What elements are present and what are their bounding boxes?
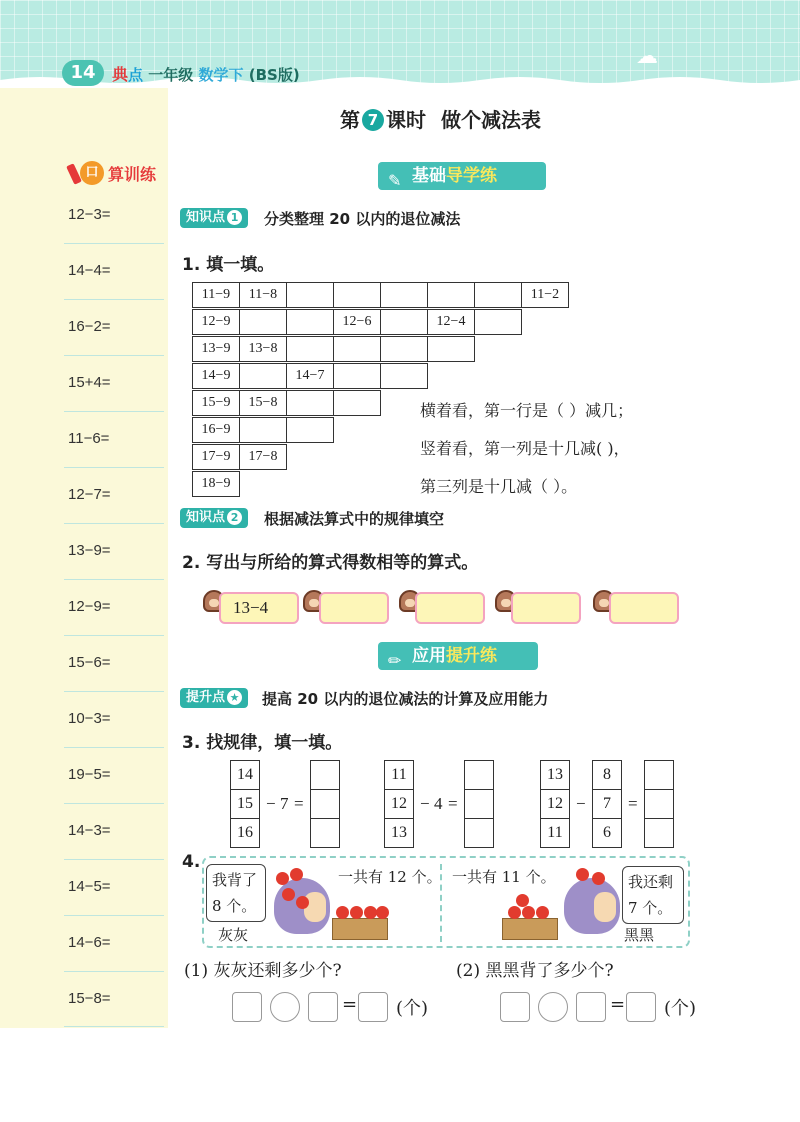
table-cell[interactable] bbox=[427, 282, 475, 308]
oral-divider bbox=[64, 971, 164, 972]
apple-icon bbox=[592, 872, 605, 885]
banner-label-a: 基础 bbox=[412, 166, 446, 186]
table-cell[interactable] bbox=[286, 336, 334, 362]
table-cell[interactable] bbox=[286, 282, 334, 308]
pattern-cell: 11 bbox=[384, 760, 414, 790]
lesson-prefix: 第 bbox=[340, 108, 360, 132]
table-cell[interactable] bbox=[286, 309, 334, 335]
fill-line-3: 第三列是十几减（ ）。 bbox=[420, 477, 578, 496]
table-cell[interactable] bbox=[239, 363, 287, 389]
answer-cell[interactable] bbox=[644, 818, 674, 848]
oral-item: 13−9= bbox=[68, 542, 111, 559]
speech-bubble-left bbox=[206, 864, 266, 922]
answer-cell[interactable] bbox=[644, 789, 674, 819]
table-cell[interactable] bbox=[474, 309, 522, 335]
compass-icon: ✎ bbox=[388, 171, 402, 190]
answer-box[interactable] bbox=[358, 992, 388, 1022]
ruler-icon: ✏ bbox=[388, 651, 402, 670]
sub-question-1: (1) 灰灰还剩多少个? bbox=[184, 961, 342, 981]
lesson-suffix: 课时 bbox=[386, 108, 426, 132]
table-cell: 12−4 bbox=[427, 309, 475, 335]
table-cell[interactable] bbox=[239, 417, 287, 443]
oral-title-text: 算训练 bbox=[108, 165, 157, 184]
table-cell: 11−8 bbox=[239, 282, 287, 308]
minus-sign: − bbox=[420, 794, 430, 813]
hedgehog-heihei bbox=[564, 878, 620, 934]
answer-cell[interactable] bbox=[310, 818, 340, 848]
table-cell: 17−8 bbox=[239, 444, 287, 470]
right-name: 黑黑 bbox=[624, 926, 655, 944]
left-name: 灰灰 bbox=[218, 926, 249, 944]
banner-label-a: 应用 bbox=[412, 646, 446, 666]
oral-divider bbox=[64, 803, 164, 804]
apple-icon bbox=[350, 906, 363, 919]
answer-box[interactable] bbox=[576, 992, 606, 1022]
tag-number: 2 bbox=[227, 510, 242, 525]
apple-icon bbox=[536, 906, 549, 919]
table-cell: 12−6 bbox=[333, 309, 381, 335]
oral-divider bbox=[64, 859, 164, 860]
answer-box[interactable] bbox=[609, 592, 679, 624]
mouth-icon: 口 bbox=[80, 161, 104, 185]
oral-item: 14−5= bbox=[68, 878, 111, 895]
question-title: 1. 填一填。 bbox=[182, 255, 275, 275]
oral-divider bbox=[64, 691, 164, 692]
knowledge-tag bbox=[180, 508, 248, 528]
oral-item: 15−8= bbox=[68, 990, 111, 1007]
pattern-cell: 8 bbox=[592, 760, 622, 790]
pattern-cell: 12 bbox=[540, 789, 570, 819]
speech-bubble-right bbox=[622, 866, 684, 924]
cloud-icon: ☁ bbox=[636, 44, 658, 69]
equal-sign: = bbox=[294, 794, 304, 813]
bubble-line: 8 个。 bbox=[212, 897, 257, 915]
equal-expressions-row bbox=[203, 590, 683, 624]
star-icon: ★ bbox=[227, 690, 242, 705]
apple-crate bbox=[502, 918, 558, 940]
apple-icon bbox=[282, 888, 295, 901]
table-cell: 16−9 bbox=[192, 417, 240, 443]
apple-icon bbox=[290, 868, 303, 881]
banner-label-b: 提升练 bbox=[446, 646, 497, 666]
apple-icon bbox=[516, 894, 529, 907]
apple-icon bbox=[276, 872, 289, 885]
lesson-title bbox=[340, 104, 541, 133]
fill-line-1: 横着看，第一行是（ ）减几； bbox=[420, 401, 634, 420]
answer-cell[interactable] bbox=[464, 789, 494, 819]
answer-cell[interactable] bbox=[310, 760, 340, 790]
oral-item: 12−7= bbox=[68, 486, 111, 503]
table-cell: 13−9 bbox=[192, 336, 240, 362]
oral-item: 15+4= bbox=[68, 374, 111, 391]
answer-box[interactable] bbox=[232, 992, 262, 1022]
apple-icon bbox=[508, 906, 521, 919]
table-cell[interactable] bbox=[333, 363, 381, 389]
knowledge-text: 根据减法算式中的规律填空 bbox=[264, 510, 445, 528]
pattern-cell: 16 bbox=[230, 818, 260, 848]
oral-divider bbox=[64, 355, 164, 356]
tag-number: 1 bbox=[227, 210, 242, 225]
apple-crate bbox=[332, 918, 388, 940]
bubble-line: 我背了 bbox=[212, 871, 258, 889]
apple-icon bbox=[296, 896, 309, 909]
equal-sign: = bbox=[610, 994, 626, 1015]
knowledge-text: 提高 20 以内的退位减法的计算及应用能力 bbox=[262, 690, 549, 708]
oral-item: 14−6= bbox=[68, 934, 111, 951]
answer-cell[interactable] bbox=[464, 818, 494, 848]
answer-box[interactable] bbox=[626, 992, 656, 1022]
oral-item: 15−6= bbox=[68, 654, 111, 671]
table-cell: 11−2 bbox=[521, 282, 569, 308]
table-cell[interactable] bbox=[474, 282, 522, 308]
answer-box[interactable] bbox=[415, 592, 485, 624]
given-expression: 13−4 bbox=[219, 592, 299, 624]
pattern-cell: 13 bbox=[384, 818, 414, 848]
answer-box[interactable] bbox=[308, 992, 338, 1022]
table-cell[interactable] bbox=[380, 309, 428, 335]
grade-label: 一年级 bbox=[148, 66, 194, 84]
apple-icon bbox=[336, 906, 349, 919]
apple-icon bbox=[576, 868, 589, 881]
pattern-cell: 12 bbox=[384, 789, 414, 819]
apple-icon bbox=[522, 906, 535, 919]
bubble-line: 我还剩 bbox=[628, 873, 674, 891]
equal-sign: = bbox=[628, 794, 638, 813]
tag-label: 知识点 bbox=[186, 510, 226, 525]
table-cell: 13−8 bbox=[239, 336, 287, 362]
table-cell: 15−9 bbox=[192, 390, 240, 416]
page-number: 14 bbox=[62, 60, 104, 86]
oral-item: 14−4= bbox=[68, 262, 111, 279]
question-number: 4. bbox=[182, 852, 201, 872]
table-cell[interactable] bbox=[239, 309, 287, 335]
oral-divider bbox=[64, 1026, 164, 1027]
table-cell[interactable] bbox=[286, 417, 334, 443]
answer-cell[interactable] bbox=[464, 760, 494, 790]
table-cell: 14−9 bbox=[192, 363, 240, 389]
pattern-cell: 7 bbox=[592, 789, 622, 819]
table-cell: 11−9 bbox=[192, 282, 240, 308]
pattern-cell: 11 bbox=[540, 818, 570, 848]
table-cell[interactable] bbox=[333, 336, 381, 362]
oral-divider bbox=[64, 747, 164, 748]
oral-divider bbox=[64, 243, 164, 244]
unit-label: (个) bbox=[664, 998, 697, 1019]
pattern-cell: 6 bbox=[592, 818, 622, 848]
oral-item: 12−9= bbox=[68, 598, 111, 615]
bubble-line: 7 个。 bbox=[628, 899, 673, 917]
banner-label-b: 导学练 bbox=[446, 166, 497, 186]
lesson-number: 7 bbox=[362, 109, 384, 131]
table-cell[interactable] bbox=[333, 390, 381, 416]
table-cell: 12−9 bbox=[192, 309, 240, 335]
oral-item: 16−2= bbox=[68, 318, 111, 335]
table-cell: 14−7 bbox=[286, 363, 334, 389]
question-title: 3. 找规律，填一填。 bbox=[182, 733, 343, 753]
table-cell[interactable] bbox=[286, 390, 334, 416]
subtrahend: 7 bbox=[280, 794, 289, 813]
apple-icon bbox=[376, 906, 389, 919]
tag-label: 提升点 bbox=[186, 690, 226, 705]
oral-divider bbox=[64, 579, 164, 580]
oral-item: 12−3= bbox=[68, 206, 111, 223]
pattern-cell: 14 bbox=[230, 760, 260, 790]
improvement-tag bbox=[180, 688, 248, 708]
fill-line-2: 竖着看，第一列是十几减( )， bbox=[420, 439, 630, 458]
answer-cell[interactable] bbox=[310, 789, 340, 819]
brand-char-b: 点 bbox=[128, 66, 144, 84]
oral-item: 11−6= bbox=[68, 430, 110, 447]
question-title: 2. 写出与所给的算式得数相等的算式。 bbox=[182, 553, 479, 573]
knowledge-text: 分类整理 20 以内的退位减法 bbox=[264, 210, 461, 228]
hedgehog-scene bbox=[202, 856, 690, 948]
oral-divider bbox=[64, 467, 164, 468]
sub-question-2: (2) 黑黑背了多少个? bbox=[456, 961, 614, 981]
answer-box[interactable] bbox=[500, 992, 530, 1022]
equal-sign: = bbox=[342, 994, 358, 1015]
table-cell: 18−9 bbox=[192, 471, 240, 497]
table-cell[interactable] bbox=[333, 282, 381, 308]
table-cell: 15−8 bbox=[239, 390, 287, 416]
minus-sign: − bbox=[576, 794, 586, 813]
oral-divider bbox=[64, 635, 164, 636]
knowledge-tag bbox=[180, 208, 248, 228]
unit-label: (个) bbox=[396, 998, 429, 1019]
table-cell: 17−9 bbox=[192, 444, 240, 470]
pattern-cell: 13 bbox=[540, 760, 570, 790]
minus-sign: − bbox=[266, 794, 276, 813]
oral-divider bbox=[64, 299, 164, 300]
section-banner-basic bbox=[378, 162, 546, 190]
oral-item: 14−3= bbox=[68, 822, 111, 839]
edition-label: (BS版) bbox=[248, 66, 300, 84]
subject-label: 数学下 bbox=[198, 66, 244, 84]
equal-sign: = bbox=[448, 794, 458, 813]
subtrahend: 4 bbox=[434, 794, 443, 813]
table-cell[interactable] bbox=[380, 336, 428, 362]
lesson-name: 做个减法表 bbox=[440, 108, 541, 132]
oral-training-title bbox=[70, 160, 170, 186]
operator-circle[interactable] bbox=[270, 992, 300, 1022]
table-cell[interactable] bbox=[427, 336, 475, 362]
answer-box[interactable] bbox=[319, 592, 389, 624]
oral-item: 10−3= bbox=[68, 710, 111, 727]
tag-label: 知识点 bbox=[186, 210, 226, 225]
oral-item: 19−5= bbox=[68, 766, 111, 783]
table-cell[interactable] bbox=[380, 363, 428, 389]
oral-divider bbox=[64, 523, 164, 524]
oral-divider bbox=[64, 411, 164, 412]
brand-char-a: 典 bbox=[112, 65, 129, 84]
oral-divider bbox=[64, 915, 164, 916]
answer-cell[interactable] bbox=[644, 760, 674, 790]
right-total-text: 一共有 11 个。 bbox=[452, 868, 556, 886]
operator-circle[interactable] bbox=[538, 992, 568, 1022]
pattern-cell: 15 bbox=[230, 789, 260, 819]
table-cell[interactable] bbox=[380, 282, 428, 308]
answer-box[interactable] bbox=[511, 592, 581, 624]
section-banner-apply bbox=[378, 642, 538, 670]
book-brand bbox=[112, 62, 300, 85]
left-total-text: 一共有 12 个。 bbox=[338, 868, 442, 886]
